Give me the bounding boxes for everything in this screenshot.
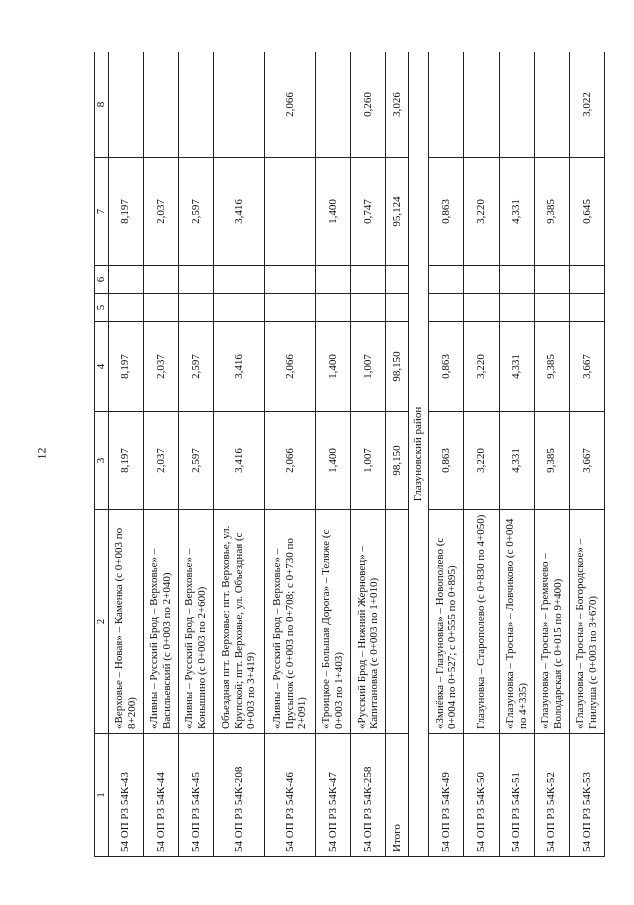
road-code: 54 ОП РЗ 54К-51 — [499, 734, 534, 857]
cell-col7: 4,331 — [499, 158, 534, 266]
total-col5 — [386, 294, 409, 322]
road-name: «Верховье – Новая» – Каменка (с 0+003 по 8+200) — [108, 510, 143, 734]
table-row — [569, 52, 604, 857]
cell-col8 — [214, 52, 265, 158]
cell-col5 — [351, 294, 386, 322]
cell-col8 — [108, 52, 143, 158]
cell-col4: 2,066 — [265, 322, 316, 412]
cell-col8 — [464, 52, 499, 158]
road-name: Глазуновка – Старополево (с 0+830 по 4+050) — [464, 510, 499, 734]
table-row — [315, 52, 350, 857]
road-code: 54 ОП РЗ 54К-46 — [265, 734, 316, 857]
cell-col4: 3,220 — [464, 322, 499, 412]
header-row — [95, 52, 109, 857]
total-label: Итого — [386, 734, 409, 857]
total-col6 — [386, 266, 409, 294]
road-name: «Троицкое – Большая Дорога» – Теляже (с 0+003 по 1+403) — [315, 510, 350, 734]
cell-col7 — [265, 158, 316, 266]
cell-col8: 0,260 — [351, 52, 386, 158]
cell-col3: 0,863 — [429, 412, 464, 510]
road-code: 54 ОП РЗ 54К-47 — [315, 734, 350, 857]
cell-col4: 9,385 — [534, 322, 569, 412]
road-name: «Глазуновка – Тросна» – Богородское» – Гнилуша (с 0+003 по 3+670) — [569, 510, 604, 734]
cell-col4: 2,597 — [178, 322, 213, 412]
cell-col7: 2,037 — [143, 158, 178, 266]
road-name: «Ливны – Русский Брод – Верховье» – Конышино (с 0+003 по 2+600) — [178, 510, 213, 734]
cell-col8 — [143, 52, 178, 158]
road-code: 54 ОП РЗ 54К-43 — [108, 734, 143, 857]
cell-col4: 4,331 — [499, 322, 534, 412]
table-row — [499, 52, 534, 857]
column-header: 5 — [95, 294, 109, 322]
cell-col3: 2,037 — [143, 412, 178, 510]
cell-col5 — [315, 294, 350, 322]
table-row — [178, 52, 213, 857]
cell-col4: 3,667 — [569, 322, 604, 412]
cell-col4: 1,007 — [351, 322, 386, 412]
table-row — [534, 52, 569, 857]
column-header: 8 — [95, 52, 109, 158]
total-row — [386, 52, 409, 857]
road-name: «Ливны – Русский Брод – Верховье» – Васильевский (с 0+003 по 2+040) — [143, 510, 178, 734]
road-name: Объездная пгт. Верховье: пгт. Верховье, ул. Крупской; пгт. Верховье, ул. Объездная (с 0+003 по 3+419) — [214, 510, 265, 734]
column-header: 1 — [95, 734, 109, 857]
table-row — [429, 52, 464, 857]
column-header: 7 — [95, 158, 109, 266]
cell-col6 — [351, 266, 386, 294]
cell-col5 — [143, 294, 178, 322]
table-row — [108, 52, 143, 857]
cell-col8 — [429, 52, 464, 158]
cell-col5 — [108, 294, 143, 322]
cell-col6 — [143, 266, 178, 294]
total-col7: 95,124 — [386, 158, 409, 266]
cell-col3: 8,197 — [108, 412, 143, 510]
roads-table — [94, 52, 605, 857]
cell-col7: 9,385 — [534, 158, 569, 266]
road-code: 54 ОП РЗ 54К-44 — [143, 734, 178, 857]
road-code: 54 ОП РЗ 54К-52 — [534, 734, 569, 857]
cell-col5 — [429, 294, 464, 322]
cell-col3: 3,667 — [569, 412, 604, 510]
cell-col4: 2,037 — [143, 322, 178, 412]
cell-col3: 1,007 — [351, 412, 386, 510]
road-name: «Глазуновка – Тросна» – Гремячево – Володарская (с 0+015 по 9+400) — [534, 510, 569, 734]
cell-col5 — [265, 294, 316, 322]
cell-col6 — [534, 266, 569, 294]
column-header: 3 — [95, 412, 109, 510]
column-header: 2 — [95, 510, 109, 734]
cell-col7: 1,400 — [315, 158, 350, 266]
cell-col3: 1,400 — [315, 412, 350, 510]
road-code: 54 ОП РЗ 54К-53 — [569, 734, 604, 857]
cell-col8 — [178, 52, 213, 158]
cell-col3: 3,416 — [214, 412, 265, 510]
cell-col5 — [569, 294, 604, 322]
cell-col8 — [499, 52, 534, 158]
road-name: «Глазуновка – Тросна» – Ловчиково (с 0+004 по 4+335) — [499, 510, 534, 734]
cell-col3: 2,597 — [178, 412, 213, 510]
cell-col8: 3,022 — [569, 52, 604, 158]
cell-col3: 3,220 — [464, 412, 499, 510]
page-number: 12 — [34, 447, 49, 460]
cell-col4: 0,863 — [429, 322, 464, 412]
cell-col5 — [499, 294, 534, 322]
road-name: «Ливны – Русский Брод – Верховье» – Прусыпок (с 0+003 по 0+708; с 0+730 по 2+091) — [265, 510, 316, 734]
cell-col8: 2,066 — [265, 52, 316, 158]
total-col4: 98,150 — [386, 322, 409, 412]
road-code: 54 ОП РЗ 54К-258 — [351, 734, 386, 857]
cell-col7: 3,220 — [464, 158, 499, 266]
cell-col5 — [178, 294, 213, 322]
cell-col5 — [534, 294, 569, 322]
cell-col7: 3,416 — [214, 158, 265, 266]
table-row — [214, 52, 265, 857]
cell-col7: 0,863 — [429, 158, 464, 266]
cell-col6 — [464, 266, 499, 294]
total-name-empty — [386, 510, 409, 734]
road-code: 54 ОП РЗ 54К-50 — [464, 734, 499, 857]
cell-col7: 2,597 — [178, 158, 213, 266]
cell-col4: 1,400 — [315, 322, 350, 412]
district-row — [408, 52, 428, 857]
cell-col7: 0,747 — [351, 158, 386, 266]
column-header: 6 — [95, 266, 109, 294]
cell-col3: 4,331 — [499, 412, 534, 510]
cell-col3: 9,385 — [534, 412, 569, 510]
table-row — [265, 52, 316, 857]
cell-col6 — [178, 266, 213, 294]
cell-col6 — [499, 266, 534, 294]
cell-col8 — [315, 52, 350, 158]
rotated-table-frame — [94, 52, 605, 857]
table-row — [464, 52, 499, 857]
total-col8: 3,026 — [386, 52, 409, 158]
total-col3: 98,150 — [386, 412, 409, 510]
cell-col6 — [569, 266, 604, 294]
column-header: 4 — [95, 322, 109, 412]
table-container — [94, 52, 605, 857]
road-name: «Змиёвка – Глазуновка» – Новополево (с 0+004 по 0+527; с 0+555 по 0+895) — [429, 510, 464, 734]
cell-col3: 2,066 — [265, 412, 316, 510]
cell-col6 — [265, 266, 316, 294]
road-code: 54 ОП РЗ 54К-208 — [214, 734, 265, 857]
table-row — [351, 52, 386, 857]
cell-col4: 8,197 — [108, 322, 143, 412]
road-code: 54 ОП РЗ 54К-49 — [429, 734, 464, 857]
cell-col7: 8,197 — [108, 158, 143, 266]
table-row — [143, 52, 178, 857]
cell-col6 — [315, 266, 350, 294]
cell-col7: 0,645 — [569, 158, 604, 266]
cell-col4: 3,416 — [214, 322, 265, 412]
cell-col5 — [464, 294, 499, 322]
road-name: «Русский Брод – Нижний Жерновец» – Капитановка (с 0+003 по 1+010) — [351, 510, 386, 734]
district-heading: Глазуновский район — [408, 52, 428, 857]
cell-col5 — [214, 294, 265, 322]
cell-col6 — [429, 266, 464, 294]
cell-col8 — [534, 52, 569, 158]
cell-col6 — [214, 266, 265, 294]
cell-col6 — [108, 266, 143, 294]
road-code: 54 ОП РЗ 54К-45 — [178, 734, 213, 857]
